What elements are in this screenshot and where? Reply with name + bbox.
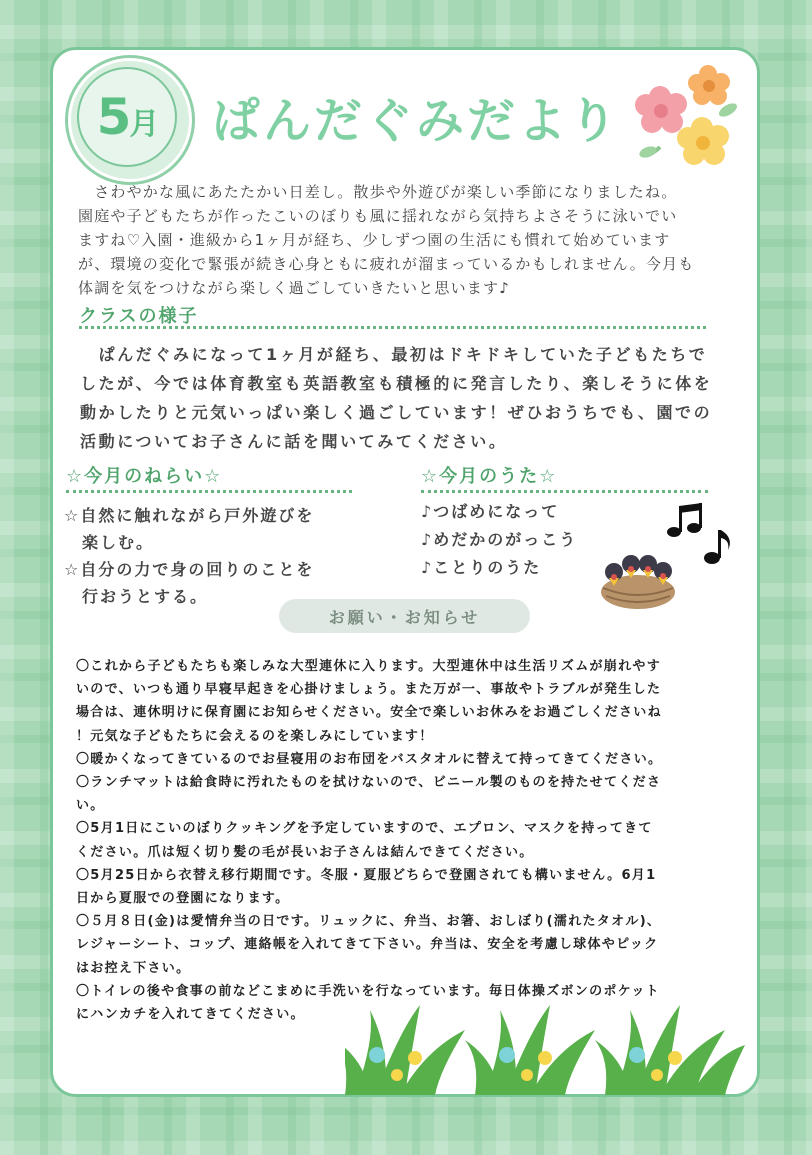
aim-item-continued: 楽しむ。 [82, 533, 155, 552]
class-section-heading: クラスの様子 [79, 306, 199, 327]
songs-heading: ☆今月のうた☆ [421, 466, 558, 487]
song-item: ♪つばめになって [421, 502, 560, 521]
month-badge [68, 58, 192, 182]
class-section-body: ぱんだぐみになって1ヶ月が経ち、最初はドキドキしていた子どもたちで したが、今では体育教室も英語教室も積極的に発言したり、楽しそうに体を 動かしたりと元気いっぱい楽しく過ごしています！ぜひおうちでも、園での 活動についてお子さんに話を聞いてみてください。 [80, 345, 713, 451]
song-item: ♪ことりのうた [421, 558, 542, 577]
notices-body: 〇これから子どもたちも楽しみな大型連休に入ります。大型連休中は生活リズムが崩れやす いので、いつも通り早寝早起きを心掛けましょう。また万が一、事故やトラブルが発生した 場合は、連休明けに保育園にお知らせください。安全で楽しいお休みをお過ごしくださいね ！元気な子どもたちに会えるのを楽しみにしています！ 〇暖かくなってきているのでお昼寝用のお布団をバスタオルに替えて持ってきてください。 〇ランチマットは給食時に汚れたものを拭けないので、ビニール製のものを持たせてくださ い。 〇5月1日にこいのぼりクッキングを予定していますので、エプロン、マスクを持ってきて ください。爪は短く切り髪の毛が長いお子さんは結んできてください。 〇5月25日から衣替え移行期間です。冬服・夏服どちらで登園されても構いません。6月1 日から夏服での登園になります。 〇５月８日(金)は愛情弁当の日です。リュックに、弁当、お箸、おしぼり(濡れたタオル)、 レジャーシート、コップ、連絡帳を入れてきて下さい。弁当は、安全を考慮し球体やピック はお控え下さい。 〇トイレの後や食事の前などこまめに手洗いを行なっています。毎日体操ズボンのポケット にハンカチを入れてきてください。 [76, 659, 663, 1023]
songs-list [421, 498, 577, 582]
songs-divider [421, 490, 708, 493]
aim-item: ☆自分の力で身の回りのことを [64, 560, 315, 579]
aims-list [64, 502, 314, 610]
aims-heading: ☆今月のねらい☆ [66, 466, 223, 487]
class-section-divider [79, 326, 706, 329]
aims-divider [66, 490, 352, 493]
newsletter-title: ぱんだぐみだより [212, 93, 621, 149]
grass-flowers-icon [345, 1000, 750, 1100]
flower-cluster-icon [630, 62, 750, 172]
bird-nest-icon [598, 540, 678, 615]
aim-item-continued: 行おうとする。 [82, 587, 209, 606]
intro-text: さわやかな風にあたたかい日差し。散歩や外遊びが楽しい季節になりましたね。 園庭や子どもたちが作ったこいのぼりも風に揺れながら気持ちよさそうに泳いでい ますね♡入園・進級から1ヶ月が経ち、少しずつ園の生活にも慣れて始めています が、環境の変化で緊張が続き心身ともに疲れが溜まっているかもしれません。今月も 体調を気をつけながら楽しく過ごしていきたいと思います♪ [78, 183, 695, 297]
aim-item: ☆自然に触れながら戸外遊びを [64, 506, 315, 525]
song-item: ♪めだかのがっこう [421, 530, 578, 549]
month-label: 5月 [96, 88, 158, 146]
notices-heading: お願い・お知らせ [279, 599, 530, 633]
